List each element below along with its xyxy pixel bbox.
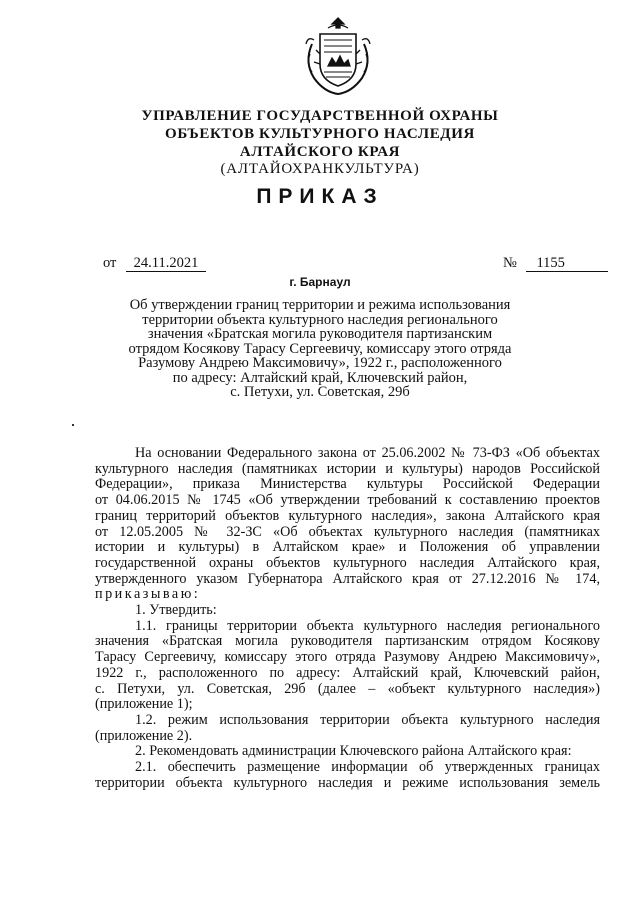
body-line: от 12.05.2005 № 32-ЗС «Об объектах культурного наследия (памятниках <box>95 523 600 540</box>
stray-mark <box>72 424 74 426</box>
item-1-1-line: 1.1. границы территории объекта культурного наследия регионального <box>135 617 600 634</box>
number-prefix: № <box>503 255 517 271</box>
item-1-1-line: Тарасу Сергеевичу, комиссару этого отряда Разумову Андрею Максимовичу», <box>95 649 600 666</box>
item-1-2-line: 1.2. режим использования территории объекта культурного наследия <box>135 711 600 728</box>
item-2-1-line: 2.1. обеспечить размещение информации об утвержденных границах <box>135 759 600 776</box>
body-line: государственной охраны объектов культурного наследия Алтайского края, <box>95 554 600 571</box>
subject-line: с. Петухи, ул. Советская, 29б <box>230 384 410 400</box>
item-1-1-line: с. Петухи, ул. Советская, 29б (далее – «объект культурного наследия») <box>95 680 600 697</box>
org-name-line-1: УПРАВЛЕНИЕ ГОСУДАРСТВЕННОЙ ОХРАНЫ <box>141 108 499 124</box>
order-word: приказываю: <box>95 586 201 603</box>
city: г. Барнаул <box>289 275 351 289</box>
body-line: Федерации», приказа Министерства культуры Российской Федерации <box>95 476 600 493</box>
date-prefix: от <box>103 255 117 271</box>
document-title: ПРИКАЗ <box>256 185 384 208</box>
body-line: На основании Федерального закона от 25.06.2002 № 73-ФЗ «Об объектах <box>135 445 600 461</box>
date-value: 24.11.2021 <box>126 256 206 272</box>
subject-block <box>0 298 640 400</box>
org-short-name: (АЛТАЙОХРАНКУЛЬТУРА) <box>220 161 420 177</box>
body-line: культурного наследия (памятниках истории и культуры) народов Российской <box>95 460 600 477</box>
item-1-1-line: значения «Братская могила руководителя партизанским отрядом Косякову <box>95 633 600 650</box>
body-line: от 04.06.2015 № 1745 «Об утверждении требований к составлению проектов <box>95 492 600 509</box>
number-value: 1155 <box>526 256 608 272</box>
coat-of-arms-icon <box>300 14 376 96</box>
item-2-1-line: территории объекта культурного наследия и режиме использования земель <box>95 774 600 791</box>
subject-line: значения «Братская могила руководителя партизанским <box>147 326 493 342</box>
subject-line: Разумову Андрею Максимовичу», 1922 г., расположенного <box>138 355 502 371</box>
subject-line: отрядом Косякову Тарасу Сергеевичу, комиссару этого отряда <box>128 340 512 357</box>
order-body <box>95 446 600 791</box>
item-2: 2. Рекомендовать администрации Ключевского района Алтайского края: <box>135 743 572 760</box>
body-line: границ территорий объектов культурного наследия», закона Алтайского края <box>95 507 600 524</box>
item-1-2-line: (приложение 2). <box>95 727 193 744</box>
org-name-line-2: ОБЪЕКТОВ КУЛЬТУРНОГО НАСЛЕДИЯ <box>165 126 475 142</box>
subject-line: по адресу: Алтайский край, Ключевский район, <box>172 369 468 386</box>
body-line: утвержденного указом Губернатора Алтайского края от 27.12.2016 № 174, <box>95 570 600 587</box>
subject-line: территории объекта культурного наследия регионального <box>142 311 498 328</box>
item-1-1-line: 1922 г., расположенного по адресу: Алтайский край, Ключевский район, <box>95 664 600 681</box>
date-field <box>103 255 206 272</box>
body-line: истории и культуры) в Алтайском крае» и Положения об управлении <box>95 539 600 556</box>
org-name-line-3: АЛТАЙСКОГО КРАЯ <box>239 144 401 160</box>
subject-line: Об утверждении границ территории и режима использования <box>129 297 511 313</box>
number-field <box>503 255 608 272</box>
item-1: 1. Утвердить: <box>135 602 217 619</box>
item-1-1-line: (приложение 1); <box>95 696 193 713</box>
